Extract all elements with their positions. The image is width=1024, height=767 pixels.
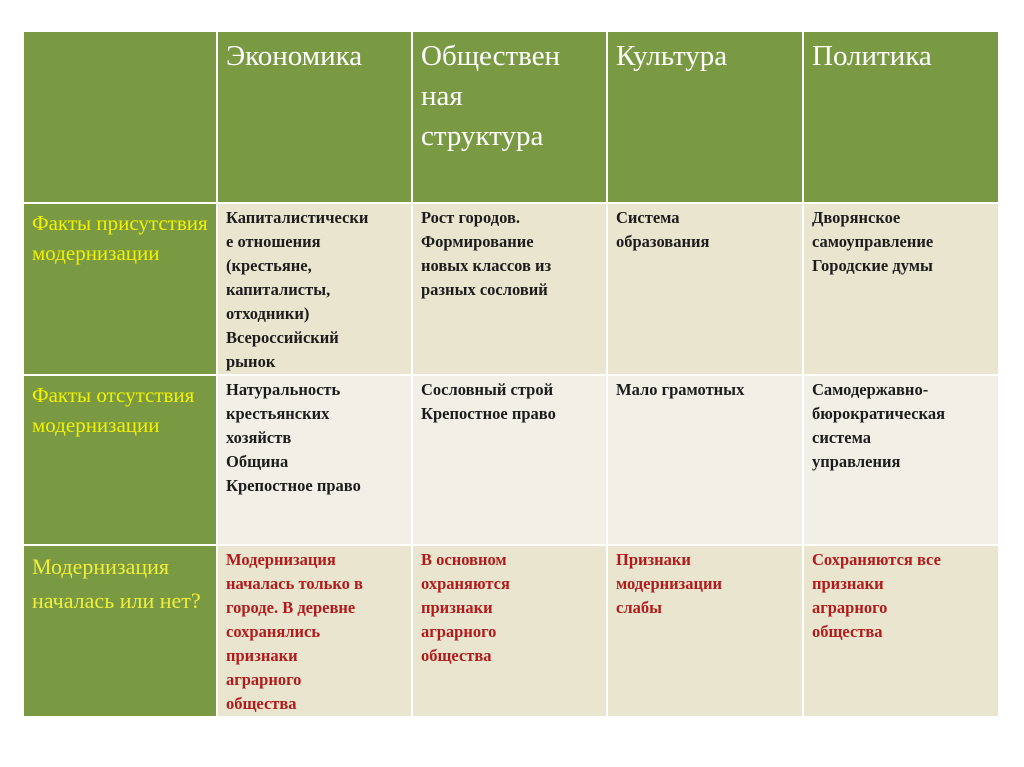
cell-text: Мало грамотных <box>616 380 745 399</box>
row-label-conclusion-text: Модернизация началась или нет? <box>32 554 201 613</box>
cell-text: Система образования <box>616 208 710 251</box>
cell-text: Модернизация началась только в городе. В деревне сохранялись признаки аграрного общества <box>226 550 363 713</box>
header-economy-text: Экономика <box>226 40 363 72</box>
cell-presence-culture <box>607 203 803 375</box>
header-politics <box>803 31 999 203</box>
cell-text: Сохраняются все признаки аграрного общества <box>812 550 941 641</box>
row-label-conclusion <box>23 545 217 717</box>
cell-absence-economy <box>217 375 412 545</box>
cell-conclusion-politics <box>803 545 999 717</box>
cell-text: Капиталистически е отношения (крестьяне, капиталисты, отходники) Всероссийский рынок <box>226 208 369 371</box>
cell-text: Дворянское самоуправление Городские думы <box>812 208 934 275</box>
header-social-structure <box>412 31 607 203</box>
cell-text: В основном охраняются признаки аграрного общества <box>421 550 510 665</box>
header-row <box>23 31 999 203</box>
cell-absence-social <box>412 375 607 545</box>
header-culture <box>607 31 803 203</box>
cell-text: Натуральность крестьянских хозяйств Община Крепостное право <box>226 380 361 495</box>
cell-text: Сословный строй Крепостное право <box>421 380 556 423</box>
table-row-absence <box>23 375 999 545</box>
cell-text: Рост городов. Формирование новых классов из разных сословий <box>421 208 552 299</box>
cell-conclusion-social <box>412 545 607 717</box>
cell-text: Признаки модернизации слабы <box>616 550 723 617</box>
cell-absence-culture <box>607 375 803 545</box>
header-politics-text: Политика <box>812 40 932 72</box>
cell-presence-social <box>412 203 607 375</box>
header-culture-text: Культура <box>616 40 728 72</box>
table-row-conclusion <box>23 545 999 717</box>
row-label-presence-text: Факты присутствия модернизации <box>32 211 208 265</box>
cell-presence-politics <box>803 203 999 375</box>
cell-text: Самодержавно- бюрократическая система управления <box>812 380 945 471</box>
cell-conclusion-economy <box>217 545 412 717</box>
cell-absence-politics <box>803 375 999 545</box>
row-label-absence <box>23 375 217 545</box>
cell-conclusion-culture <box>607 545 803 717</box>
cell-presence-economy <box>217 203 412 375</box>
header-social-structure-text: Обществен ная структура <box>421 40 561 152</box>
row-label-absence-text: Факты отсутствия модернизации <box>32 383 195 437</box>
table-row-presence <box>23 203 999 375</box>
row-label-presence <box>23 203 217 375</box>
header-corner-cell <box>23 31 217 203</box>
modernization-table <box>22 30 1000 718</box>
header-economy <box>217 31 412 203</box>
